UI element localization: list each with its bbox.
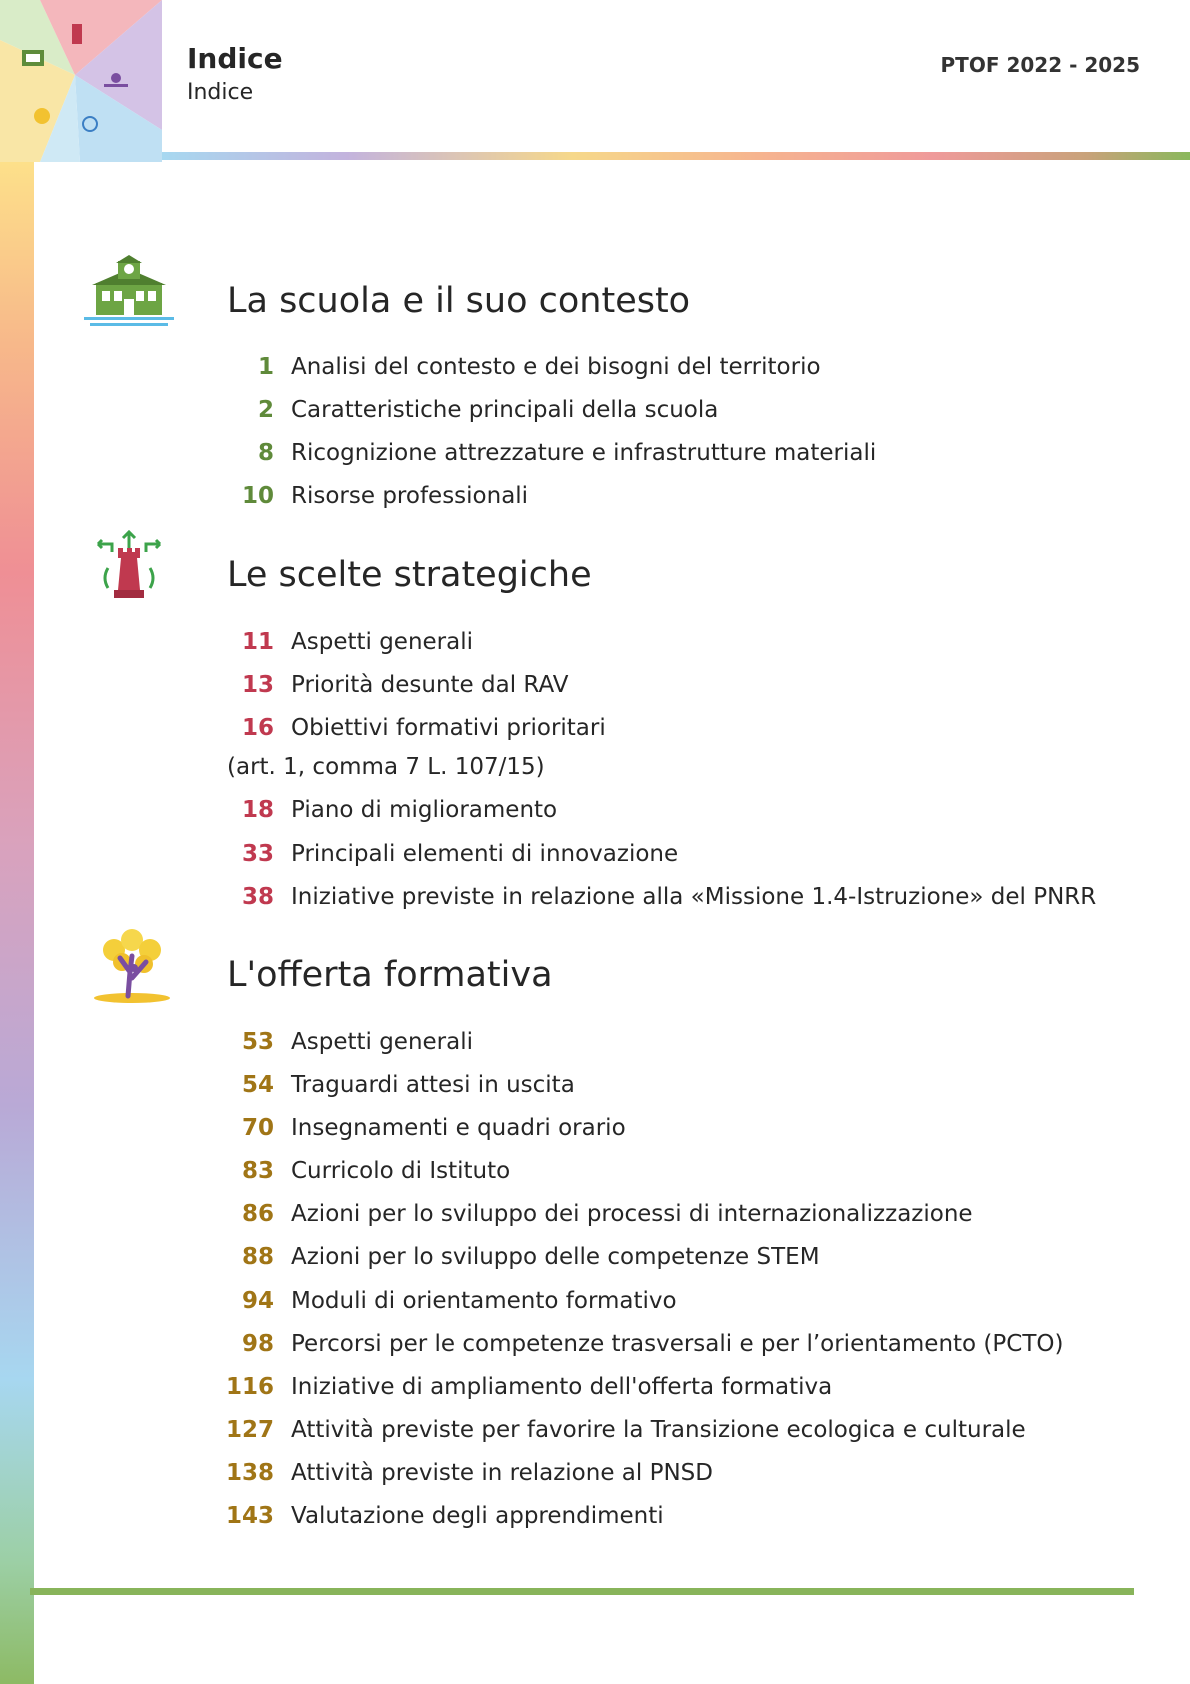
toc-entry-label: Analisi del contesto e dei bisogni del territorio	[291, 354, 821, 380]
toc-entry-label: Percorsi per le competenze trasversali e per l’orientamento (PCTO)	[291, 1331, 1064, 1357]
document-label: PTOF 2022 - 2025	[940, 53, 1140, 77]
toc-entry-label: Insegnamenti e quadri orario	[291, 1115, 626, 1141]
toc-page-number: 98	[241, 1331, 274, 1357]
tree-growth-icon	[92, 928, 172, 1004]
toc-entry-label: Traguardi attesi in uscita	[291, 1072, 575, 1098]
toc-page-number: 8	[257, 440, 274, 466]
toc-page-number: 54	[241, 1072, 274, 1098]
toc-page-number: 127	[225, 1417, 274, 1443]
toc-entry-label: Caratteristiche principali della scuola	[291, 397, 719, 423]
toc-page-number: 10	[241, 483, 274, 509]
toc-entry-label: Curricolo di Istituto	[291, 1158, 511, 1184]
school-building-icon	[80, 255, 178, 329]
toc-entry-label: Valutazione degli apprendimenti	[291, 1503, 664, 1529]
page-title: Indice	[187, 42, 283, 75]
toc-entry-label: Attività previste in relazione al PNSD	[291, 1460, 713, 1486]
side-color-bar	[0, 162, 34, 1684]
toc-entry-label: Risorse professionali	[291, 483, 529, 509]
toc-page-number: 2	[257, 397, 274, 423]
page-subtitle: Indice	[187, 80, 254, 105]
toc-page-number: 13	[241, 672, 274, 698]
footer-divider	[30, 1588, 1134, 1595]
toc-page-number: 70	[241, 1115, 274, 1141]
toc-page-number: 116	[225, 1374, 274, 1400]
toc-page-number: 1	[257, 354, 274, 380]
toc-entry-label: Ricognizione attrezzature e infrastrutture materiali	[291, 440, 877, 466]
toc-entry-label: Aspetti generali	[291, 629, 474, 655]
toc-page-number: 38	[241, 884, 274, 910]
toc-entry-label: Principali elementi di innovazione	[291, 841, 679, 867]
section-title-offerta: L'offerta formativa	[227, 955, 553, 995]
toc-page-number: 138	[225, 1460, 274, 1486]
toc-entry-label: Priorità desunte dal RAV	[291, 672, 569, 698]
toc-entry-label: Iniziative previste in relazione alla «Missione 1.4-Istruzione» del PNRR	[291, 884, 1097, 910]
toc-page-number: 86	[241, 1201, 274, 1227]
toc-entry-label: Aspetti generali	[291, 1029, 474, 1055]
header-divider	[162, 152, 1190, 160]
toc-page-number: 18	[241, 797, 274, 823]
toc-page-number: 88	[241, 1244, 274, 1270]
toc-entry-label: Azioni per lo sviluppo delle competenze STEM	[291, 1244, 820, 1270]
toc-page-number: 16	[241, 715, 274, 741]
toc-entry-label: Azioni per lo sviluppo dei processi di internazionalizzazione	[291, 1201, 973, 1227]
toc-page-number: 11	[241, 629, 274, 655]
section-title-strategie: Le scelte strategiche	[227, 555, 592, 595]
toc-entry-label: Attività previste per favorire la Transizione ecologica e culturale	[291, 1417, 1026, 1443]
toc-entry-label: Obiettivi formativi prioritari	[291, 715, 606, 741]
toc-entry-label: Piano di miglioramento	[291, 797, 558, 823]
toc-entry-note: (art. 1, comma 7 L. 107/15)	[227, 754, 545, 780]
section-title-scuola: La scuola e il suo contesto	[227, 281, 691, 321]
ptof-logo-icon	[0, 0, 162, 162]
toc-page-number: 53	[241, 1029, 274, 1055]
toc-page-number: 83	[241, 1158, 274, 1184]
toc-page-number: 94	[241, 1288, 274, 1314]
chess-rook-icon	[94, 530, 164, 602]
toc-entry-label: Moduli di orientamento formativo	[291, 1288, 677, 1314]
toc-entry-label: Iniziative di ampliamento dell'offerta formativa	[291, 1374, 833, 1400]
toc-page-number: 33	[241, 841, 274, 867]
toc-page-number: 143	[225, 1503, 274, 1529]
